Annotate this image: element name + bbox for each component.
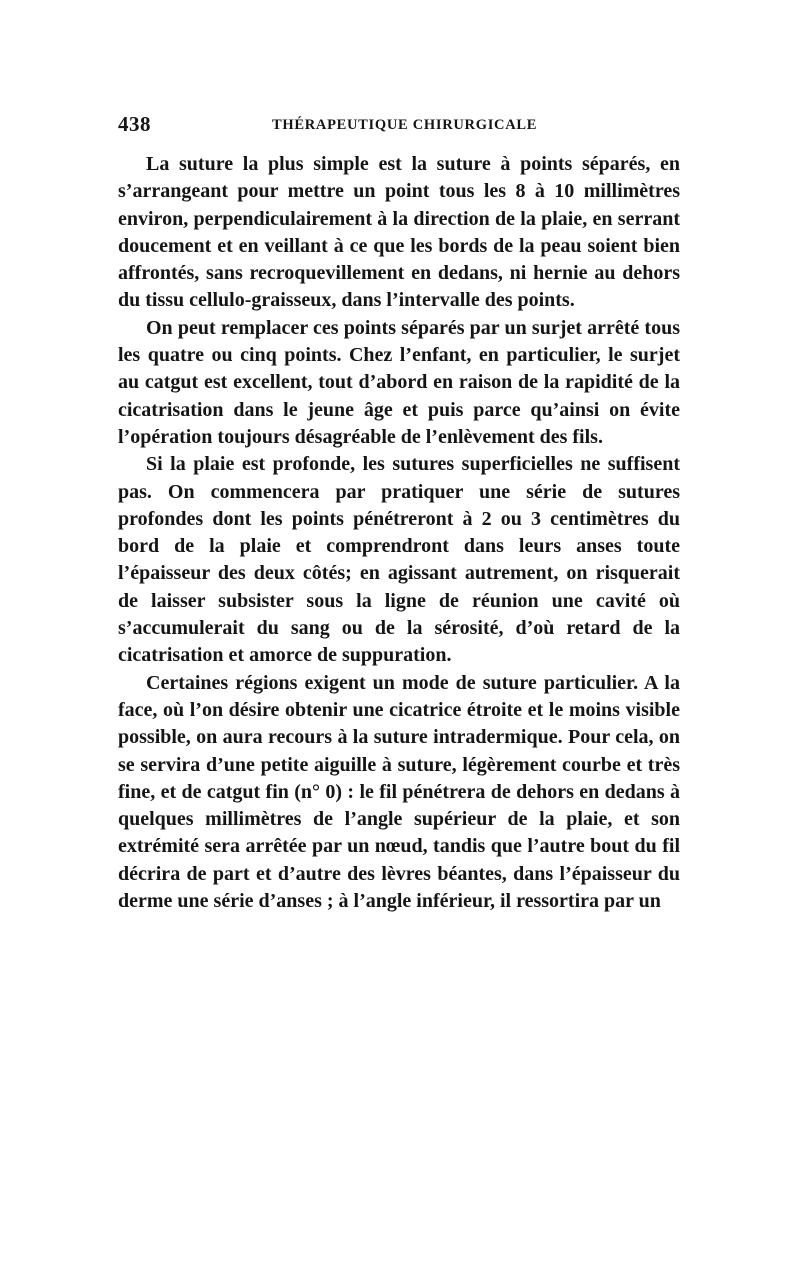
paragraph-intradermal-suture: Certaines régions exigent un mode de suture particulier. A la face, où l’on désire obtenir une cicatrice étroite et le moins visible possible, on aura recours à la suture intradermique. Pour cela, on se servira d’une petite aiguille à suture, légèrement courbe et très fine, et de catgut fin (n° 0) : le fil pénétrera de dehors en dedans à quelques millimètres de l’angle supérieur de la plaie, et son extrémité sera arrêtée par un nœud, tandis que l’autre bout du fil décrira de part et d’autre des lèvres béantes, dans l’épaisseur du derme une série d’anses ; à l’angle inférieur, il ressortira par un: [118, 671, 680, 913]
body-text: [118, 151, 680, 915]
running-title: THÉRAPEUTIQUE CHIRURGICALE: [272, 117, 538, 133]
paragraph-surjet: On peut remplacer ces points séparés par un surjet arrêté tous les quatre ou cinq points. Chez l’enfant, en particulier, le surjet au catgut est excellent, tout d’abord en raison de la rapidité de la cicatrisation dans le jeune âge et puis parce qu’ainsi on évite l’opération toujours désagréable de l’enlèvement des fils.: [118, 316, 680, 448]
paragraph-deep-sutures: Si la plaie est profonde, les sutures superficielles ne suffisent pas. On commencera par pratiquer une série de sutures profondes dont les points pénétreront à 2 ou 3 centimètres du bord de la plaie et comprendront dans leurs anses toute l’épaisseur des deux côtés; en agissant autrement, on risquerait de laisser subsister sous la ligne de réunion une cavité où s’accumulerait du sang ou de la sérosité, d’où retard de la cicatrisation et amorce de suppuration.: [118, 453, 680, 667]
paragraph-simple-suture: La suture la plus simple est la suture à points séparés, en s’arrangeant pour mettre un point tous les 8 à 10 millimètres environ, perpendiculairement à la direction de la plaie, en serrant doucement et en veillant à ce que les bords de la peau soient bien affrontés, sans recroquevillement en dedans, ni hernie au dehors du tissu cellulo-graisseux, dans l’intervalle des points.: [118, 153, 680, 312]
page-header: [118, 112, 680, 140]
page-number: 438: [118, 112, 151, 136]
